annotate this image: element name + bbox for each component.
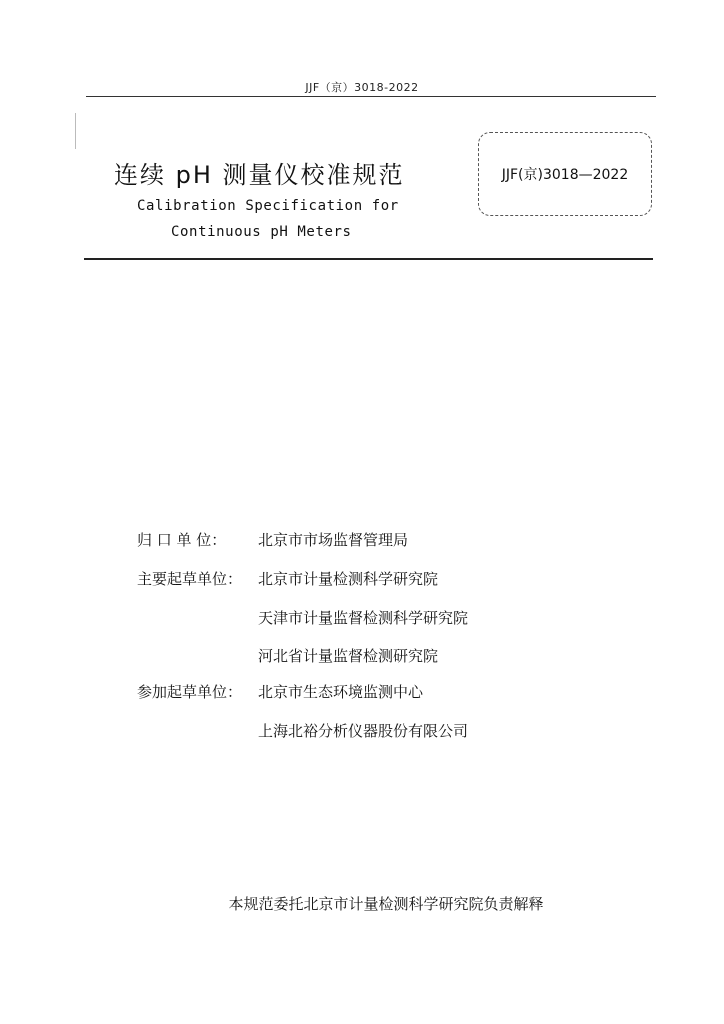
main-drafting-value: 河北省计量监督检测研究院 bbox=[258, 647, 439, 665]
org-row-participating bbox=[137, 681, 423, 702]
standard-code-box-text: JJF(京)3018—2022 bbox=[501, 167, 629, 183]
left-margin-mark bbox=[75, 113, 76, 149]
org-row-main-drafting-2 bbox=[137, 607, 468, 628]
participating-value: 北京市生态环境监测中心 bbox=[258, 683, 424, 701]
participating-value: 上海北裕分析仪器股份有限公司 bbox=[258, 722, 469, 740]
english-title-line-1: Calibration Specification for bbox=[137, 198, 399, 214]
document-title: 连续 pH 测量仪校准规范 bbox=[114, 161, 405, 189]
guikou-value: 北京市市场监督管理局 bbox=[258, 531, 409, 549]
title-divider bbox=[84, 258, 653, 260]
main-drafting-label: 主要起草单位： bbox=[137, 570, 243, 588]
header-divider bbox=[86, 96, 656, 97]
org-row-main-drafting bbox=[137, 568, 438, 589]
org-row-guikou bbox=[137, 529, 408, 550]
org-row-participating-2 bbox=[137, 720, 468, 741]
standard-code-box bbox=[478, 132, 652, 216]
participating-label: 参加起草单位： bbox=[137, 683, 243, 701]
english-title-line-2: Continuous pH Meters bbox=[171, 224, 352, 240]
interpretation-note: 本规范委托北京市计量检测科学研究院负责解释 bbox=[228, 895, 544, 913]
header-standard-code: JJF（京）3018-2022 bbox=[305, 81, 419, 94]
main-drafting-value: 北京市计量检测科学研究院 bbox=[258, 570, 439, 588]
guikou-label: 归 口 单 位： bbox=[137, 531, 227, 549]
org-row-main-drafting-3 bbox=[137, 645, 438, 666]
main-drafting-value: 天津市计量监督检测科学研究院 bbox=[258, 609, 469, 627]
